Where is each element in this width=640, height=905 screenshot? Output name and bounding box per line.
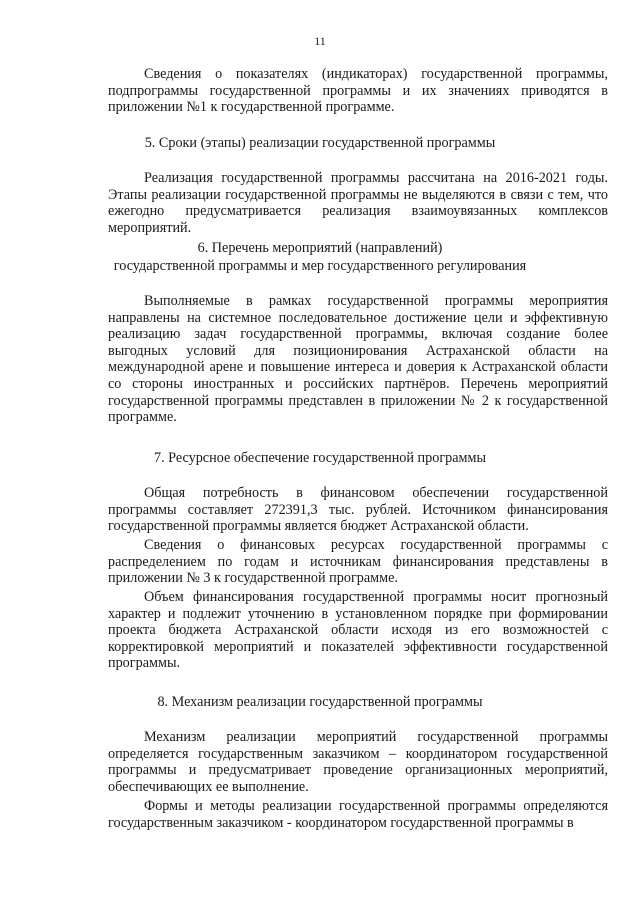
section-5-heading: 5. Сроки (этапы) реализации государственной программы <box>144 135 496 151</box>
section-6-paragraph: Выполняемые в рамках государственной программы мероприятия направлены на системное последовательное достижение цели и эффективную реализацию задач государственной программы, включая создание более выгодных условий для позиционирования Астраханской области на международной арене и повышение интереса и доверия к Астраханской области со стороны иностранных и российских партнёров. Перечень мероприятий государственной программы представлен в приложении № 2 к государственной программе. <box>108 293 608 426</box>
section-7-paragraph-3: Объем финансирования государственной программы носит прогнозный характер и подлежит уточнению в установленном порядке при формировании проекта бюджета Астраханской области исходя из его возможностей с корректировкой мероприятий и показателей эффективности государственной программы. <box>108 589 608 672</box>
section-6-heading-line-2: государственной программы и мер государственного регулирования <box>113 258 527 274</box>
section-7-paragraph-2: Сведения о финансовых ресурсах государственной программы с распределением по годам и источникам финансирования представлены в приложении № 3 к государственной программе. <box>108 537 608 587</box>
section-8-heading: 8. Механизм реализации государственной программы <box>157 694 483 710</box>
section-7-paragraph-1: Общая потребность в финансовом обеспечении государственной программы составляет 272391,3 тыс. рублей. Источником финансирования государственной программы является бюджет Астраханской области. <box>108 485 608 535</box>
intro-paragraph: Сведения о показателях (индикаторах) государственной программы, подпрограммы государственной программы и их значениях приводятся в приложении №1 к государственной программе. <box>108 66 608 116</box>
section-7-heading: 7. Ресурсное обеспечение государственной программы <box>153 450 487 466</box>
section-6-heading-line-1: 6. Перечень мероприятий (направлений) <box>197 240 443 256</box>
section-8-paragraph-1: Механизм реализации мероприятий государственной программы определяется государственным заказчиком – координатором государственной программы и предусматривает проведение организационных мероприятий, обеспечивающих ее выполнение. <box>108 729 608 795</box>
page-number: 11 <box>314 34 326 48</box>
section-5-paragraph: Реализация государственной программы рассчитана на 2016-2021 годы. Этапы реализации государственной программы не выделяются в связи с тем, что ежегодно предусматривается реализация взаимоувязанных комплексов мероприятий. <box>108 170 608 236</box>
section-8-paragraph-2: Формы и методы реализации государственной программы определяются государственным заказчиком - координатором государственной программы в <box>108 798 608 831</box>
